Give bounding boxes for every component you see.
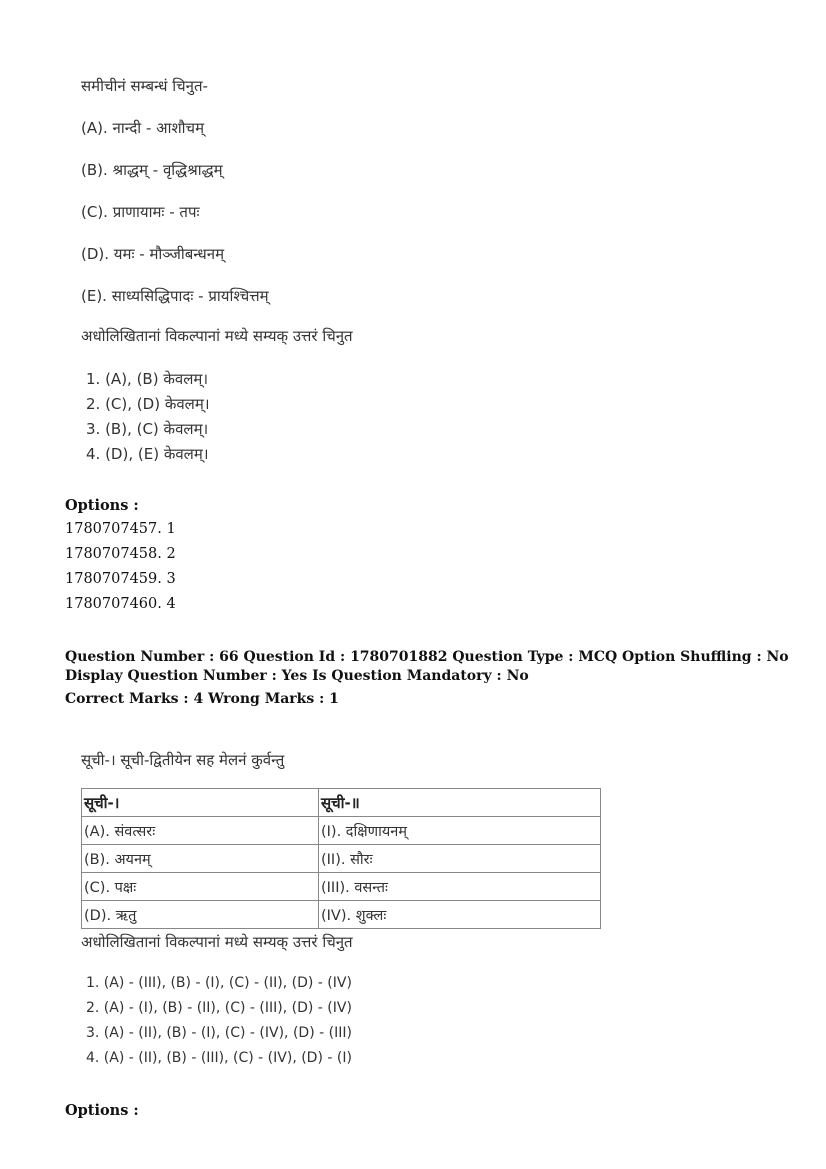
q65-instruction: अधोलिखितानां विकल्पानां मध्ये सम्यक् उत्तरं चिनुत xyxy=(81,327,353,345)
list-1-cell: (D). ऋतु xyxy=(82,901,319,929)
q65-option-3: 1780707459. 3 xyxy=(65,571,176,587)
q65-option-1: 1780707457. 1 xyxy=(65,521,176,537)
q65-choice-4: 4. (D), (E) केवलम्। xyxy=(86,445,209,463)
q66-meta-line3: Correct Marks : 4 Wrong Marks : 1 xyxy=(65,691,339,707)
list-1-header: सूची-। xyxy=(82,789,319,817)
list-2-cell: (IV). शुक्लः xyxy=(319,901,601,929)
q66-options-label: Options : xyxy=(65,1102,139,1119)
q65-statement-a: (A). नान्दी - आशौचम् xyxy=(81,119,205,137)
q66-instruction: अधोलिखितानां विकल्पानां मध्ये सम्यक् उत्तरं चिनुत xyxy=(81,933,353,951)
q66-prompt: सूची-। सूची-द्वितीयेन सह मेलनं कुर्वन्तु xyxy=(81,751,285,769)
list-2-cell: (II). सौरः xyxy=(319,845,601,873)
table-row xyxy=(82,901,601,929)
q65-option-2: 1780707458. 2 xyxy=(65,546,176,562)
q66-choice-1: 1. (A) - (III), (B) - (I), (C) - (II), (D) - (IV) xyxy=(86,975,352,991)
q65-statement-e: (E). साध्यसिद्धिपादः - प्रायश्चित्तम् xyxy=(81,287,269,305)
list-1-cell: (B). अयनम् xyxy=(82,845,319,873)
q66-meta-line2: Display Question Number : Yes Is Question Mandatory : No xyxy=(65,668,529,684)
q66-choice-3: 3. (A) - (II), (B) - (I), (C) - (IV), (D) - (III) xyxy=(86,1025,352,1041)
q65-option-4: 1780707460. 4 xyxy=(65,596,176,612)
list-1-cell: (C). पक्षः xyxy=(82,873,319,901)
q65-options-label: Options : xyxy=(65,497,139,514)
q65-statement-d: (D). यमः - मौञ्जीबन्धनम् xyxy=(81,245,225,263)
q66-meta-line1: Question Number : 66 Question Id : 1780701882 Question Type : MCQ Option Shuffling : No xyxy=(65,649,789,665)
table-row xyxy=(82,873,601,901)
match-table-header xyxy=(82,789,601,817)
table-row xyxy=(82,817,601,845)
list-1-cell: (A). संवत्सरः xyxy=(82,817,319,845)
q66-choice-2: 2. (A) - (I), (B) - (II), (C) - (III), (D) - (IV) xyxy=(86,1000,352,1016)
q65-choice-3: 3. (B), (C) केवलम्। xyxy=(86,420,209,438)
q65-statement-c: (C). प्राणायामः - तपः xyxy=(81,203,200,221)
q65-choice-2: 2. (C), (D) केवलम्। xyxy=(86,395,210,413)
q65-prompt: समीचीनं सम्बन्धं चिनुत- xyxy=(81,77,208,95)
table-row xyxy=(82,845,601,873)
q65-statement-b: (B). श्राद्धम् - वृद्धिश्राद्धम् xyxy=(81,161,223,179)
list-2-cell: (I). दक्षिणायनम् xyxy=(319,817,601,845)
match-table xyxy=(81,788,601,929)
list-2-cell: (III). वसन्तः xyxy=(319,873,601,901)
q66-choice-4: 4. (A) - (II), (B) - (III), (C) - (IV), (D) - (I) xyxy=(86,1050,352,1066)
list-2-header: सूची-॥ xyxy=(319,789,601,817)
q65-choice-1: 1. (A), (B) केवलम्। xyxy=(86,370,209,388)
